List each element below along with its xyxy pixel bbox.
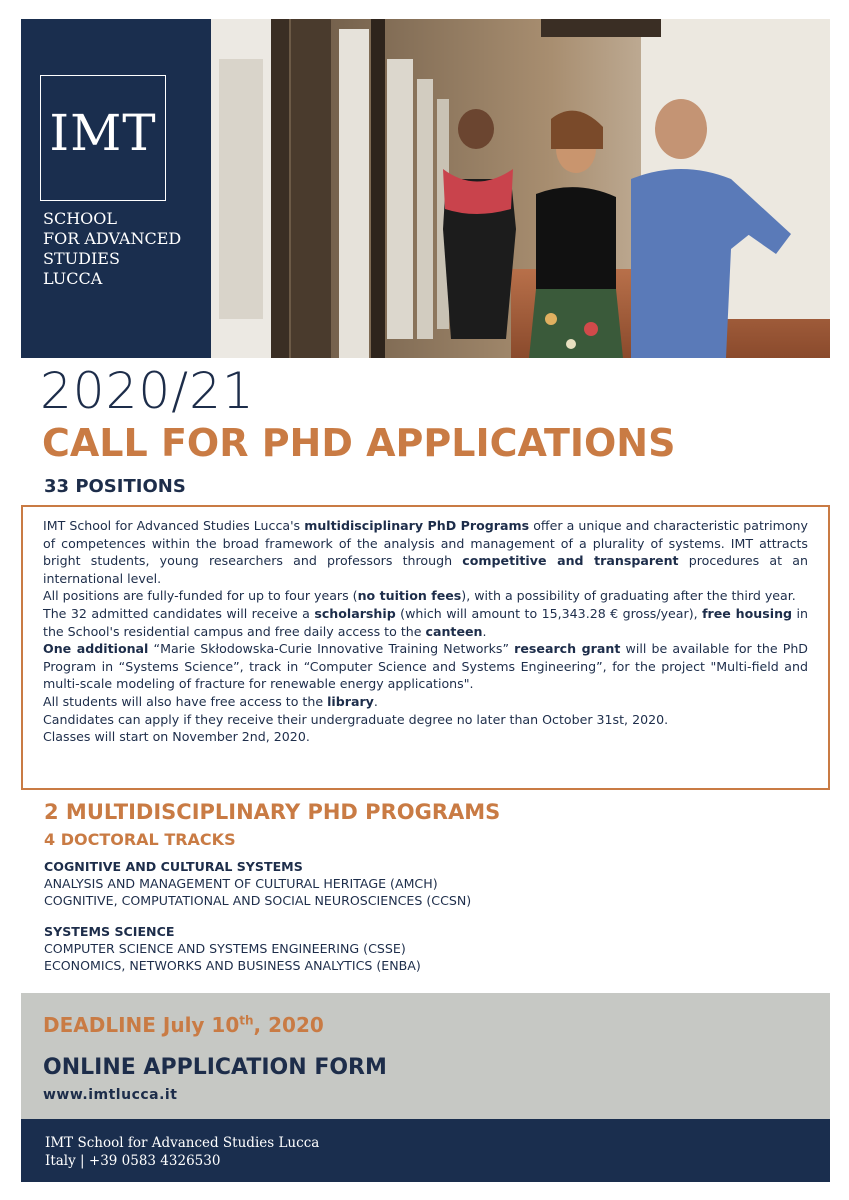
logo-line: SCHOOL [43,209,118,228]
poster-session-illustration [211,19,830,358]
track-item: ANALYSIS AND MANAGEMENT OF CULTURAL HERITAGE (AMCH) [44,876,438,891]
call-year: 2020/21 [40,362,255,420]
program-name: COGNITIVE AND CULTURAL SYSTEMS [44,859,303,874]
grant-paragraph: One additional “Marie Skłodowska-Curie Innovative Training Networks” research grant will be available for the PhD Program in “Systems Science”, track in “Computer Science and Systems Engineering”, for the project "Multi-field and multi-scale modeling of fracture for renewable energy applications". [43,641,809,692]
logo-subtitle [43,209,181,289]
imt-logo [40,75,166,201]
logo-line: LUCCA [43,269,103,288]
website-link[interactable]: www.imtlucca.it [43,1087,178,1103]
footer-contact [45,1134,319,1170]
positions-count: 33 POSITIONS [44,476,186,497]
benefits-paragraph: The 32 admitted candidates will receive a scholarship (which will amount to 15,343.28 € gross/year), free housing in the School's residential campus and free daily access to the canteen. [43,605,808,639]
programs-title: 2 MULTIDISCIPLINARY PHD PROGRAMS [44,800,501,824]
online-form-heading: ONLINE APPLICATION FORM [43,1055,387,1080]
footer-institution: IMT School for Advanced Studies Lucca [45,1135,320,1151]
program-group [44,858,471,909]
footer [21,1119,830,1182]
hero-photo [211,19,830,358]
program-group [44,923,421,974]
deadline-band [21,993,830,1119]
deadline-text: DEADLINE July 10th, 2020 [43,1013,324,1037]
eligibility-paragraph: Candidates can apply if they receive their undergraduate degree no later than October 31st, 2020. [43,711,669,727]
track-item: COGNITIVE, COMPUTATIONAL AND SOCIAL NEUROSCIENCES (CCSN) [44,893,472,908]
footer-phone: Italy | +39 0583 4326530 [45,1153,221,1169]
track-item: ECONOMICS, NETWORKS AND BUSINESS ANALYTICS (ENBA) [44,958,421,973]
library-paragraph: All students will also have free access to the library. [43,693,378,709]
tracks-title: 4 DOCTORAL TRACKS [44,830,236,849]
program-name: SYSTEMS SCIENCE [44,924,175,939]
intro-paragraph: IMT School for Advanced Studies Lucca's multidisciplinary PhD Programs offer a unique and characteristic patrimony of competences within the broad framework of the analysis and management of a plurality of systems. IMT attracts bright students, young researchers and professors through competitive and transparent procedures at an international level. [43,518,808,586]
logo-panel [21,19,211,358]
hero-banner [21,19,830,358]
call-title: CALL FOR PHD APPLICATIONS [42,421,676,465]
logo-mark: IMT [49,104,157,162]
funding-paragraph: All positions are fully-funded for up to four years (no tuition fees), with a possibility of graduating after the third year. [43,588,796,604]
intro-box [21,505,830,790]
track-item: COMPUTER SCIENCE AND SYSTEMS ENGINEERING (CSSE) [44,941,406,956]
logo-line: FOR ADVANCED [43,229,182,248]
logo-line: STUDIES [43,249,120,268]
classes-start-paragraph: Classes will start on November 2nd, 2020. [43,729,310,745]
